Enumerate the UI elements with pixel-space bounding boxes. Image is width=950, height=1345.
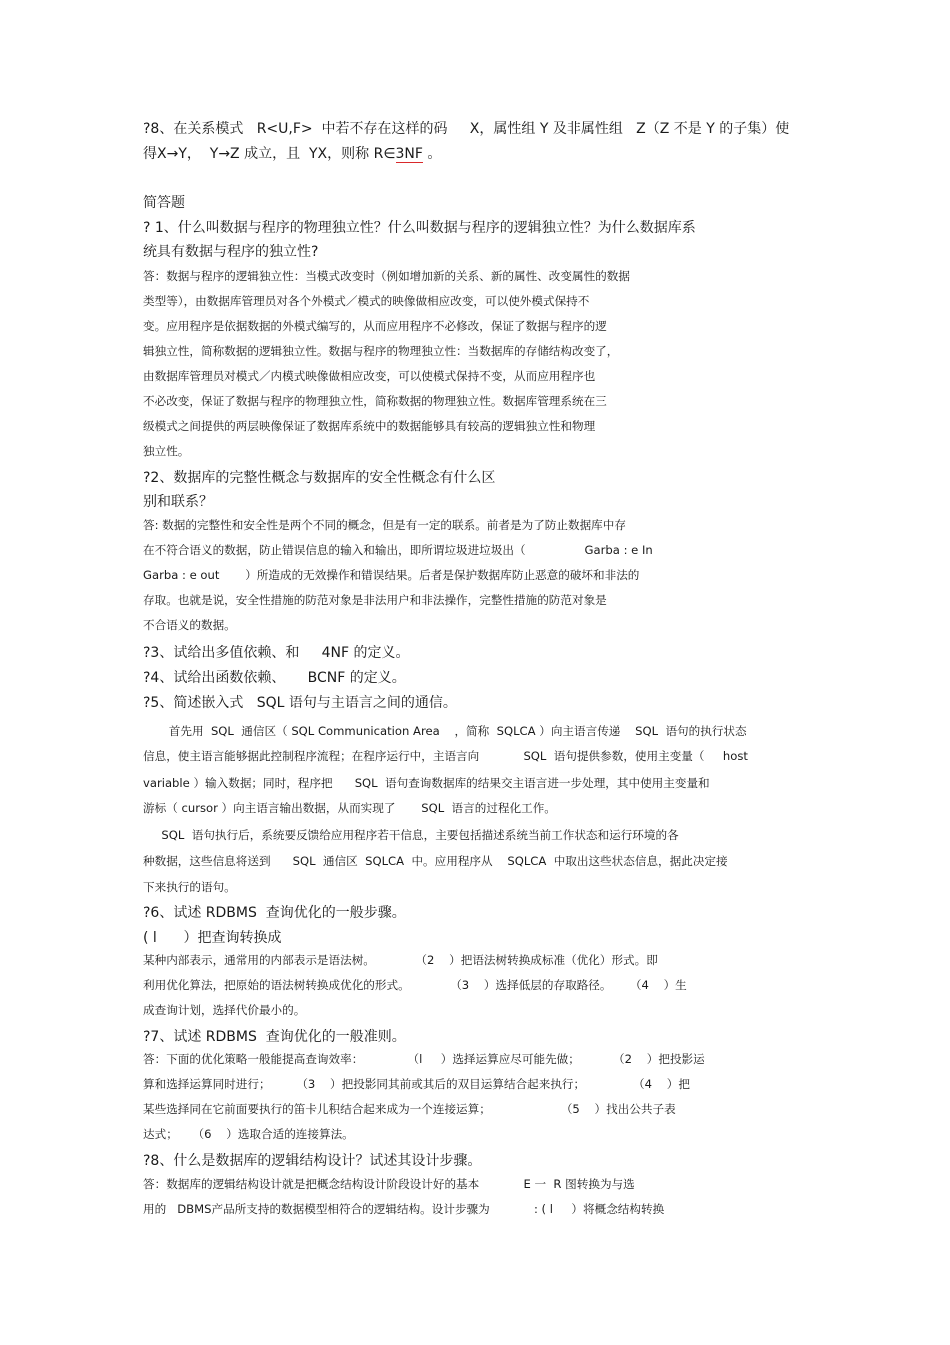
q8-intro-answer: 3NF	[395, 146, 423, 162]
q1-title-line-1: ? 1、什么叫数据与程序的物理独立性？什么叫数据与程序的逻辑独立性？为什么数据库系	[143, 220, 696, 236]
q5-answer-line: 首先用 SQL 通信区（ SQL Communication Area ，简称 SQLCA ）向主语言传递 SQL 语句的执行状态	[143, 724, 747, 738]
q4-title: ?4、试给出函数依赖、 BCNF 的定义。	[143, 670, 406, 686]
q5-answer-line: variable ）输入数据；同时，程序把 SQL 语句查询数据库的结果交主语言进一步处理，其中使用主变量和	[143, 776, 710, 790]
q5-answer-line: SQL 语句执行后，系统要反馈给应用程序若干信息，主要包括描述系统当前工作状态和运行环境的各	[143, 828, 679, 842]
q8-intro-end: 。	[422, 146, 442, 162]
q1-answer-line: 答：数据与程序的逻辑独立性：当模式改变时（例如增加新的关系、新的属性、改变属性的数据	[143, 269, 630, 283]
q1-answer-line: 由数据库管理员对模式／内模式映像做相应改变，可以使模式保持不变，从而应用程序也	[143, 369, 596, 383]
q1-answer-line: 级模式之间提供的两层映像保证了数据库系统中的数据能够具有较高的逻辑独立性和物理	[143, 419, 596, 433]
q1-answer-line: 变。应用程序是依据数据的外模式编写的，从而应用程序不必修改，保证了数据与程序的逻	[143, 319, 607, 333]
q5-title: ?5、简述嵌入式 SQL 语句与主语言之间的通信。	[143, 695, 457, 711]
q1-title-line-2: 统具有数据与程序的独立性?	[143, 244, 319, 260]
q1-answer-line: 辑独立性，简称数据的逻辑独立性。数据与程序的物理独立性：当数据库的存储结构改变了，	[143, 344, 619, 358]
q7-title: ?7、试述 RDBMS 查询优化的一般准则。	[143, 1029, 406, 1045]
q6-title: ?6、试述 RDBMS 查询优化的一般步骤。	[143, 905, 406, 921]
q2-answer-line: 答: 数据的完整性和安全性是两个不同的概念，但是有一定的联系。前者是为了防止数据库中存	[143, 518, 626, 532]
q6-answer-line: 成查询计划，选择代价最小的。	[143, 1003, 306, 1017]
q8-answer-line: 用的 DBMS产品所支持的数据模型相符合的逻辑结构。设计步骤为 : ( l ）将概念结构转换	[143, 1202, 665, 1216]
q5-answer-line: 信息，使主语言能够据此控制程序流程；在程序运行中，主语言向 SQL 语句提供参数，使用主变量（ host	[143, 749, 748, 763]
q2-answer-line: Garba : e out ）所造成的无效操作和错误结果。后者是保护数据库防止恶意的破坏和非法的	[143, 568, 640, 582]
q1-answer-line: 不必改变，保证了数据与程序的物理独立性，简称数据的物理独立性。数据库管理系统在三	[143, 394, 607, 408]
q2-title-line-1: ?2、数据库的完整性概念与数据库的安全性概念有什么区	[143, 470, 496, 486]
q7-answer-line: 答：下面的优化策略一般能提高查询效率： （l ）选择运算应尽可能先做； （2 ）把投影运	[143, 1052, 705, 1066]
q6-answer-line: 利用优化算法，把原始的语法树转换成优化的形式。 （3 ）选择低层的存取路径。 （4 ）生	[143, 978, 687, 992]
q2-answer-line: 存取。也就是说，安全性措施的防范对象是非法用户和非法操作，完整性措施的防范对象是	[143, 593, 607, 607]
q7-answer-line: 某些选择同在它前面要执行的笛卡儿积结合起来成为一个连接运算； （5 ）找出公共子表	[143, 1102, 676, 1116]
q1-answer-line: 类型等），由数据库管理员对各个外模式／模式的映像做相应改变，可以使外模式保持不	[143, 294, 590, 308]
q7-answer-line: 达式； （6 ）选取合适的连接算法。	[143, 1127, 354, 1141]
q5-answer-line: 下来执行的语句。	[143, 880, 236, 894]
q8-intro-line-1: ?8、在关系模式 R<U,F> 中若不存在这样的码 X，属性组 Y 及非属性组 Z（Z 不是 Y 的子集）使	[143, 121, 790, 137]
q8-answer-line: 答：数据库的逻辑结构设计就是把概念结构设计阶段设计好的基本 E 一 R 图转换为与选	[143, 1177, 635, 1191]
q3-title: ?3、试给出多值依赖、和 4NF 的定义。	[143, 645, 410, 661]
q8-intro-line-2	[143, 147, 441, 161]
q2-answer-line: 在不符合语义的数据，防止错误信息的输入和输出，即所谓垃圾进垃圾出（ Garba : e In	[143, 543, 653, 557]
q6-answer-line: 某种内部表示，通常用的内部表示是语法树。 （2 ）把语法树转换成标准（优化）形式。即	[143, 953, 658, 967]
q7-answer-line: 算和选择运算同时进行； （3 ）把投影同其前或其后的双目运算结合起来执行； （4 ）把	[143, 1077, 690, 1091]
q5-answer-line: 种数据，这些信息将送到 SQL 通信区 SQLCA 中。应用程序从 SQLCA 中取出这些状态信息，据此决定接	[143, 854, 728, 868]
q2-title-line-2: 别和联系？	[143, 494, 213, 510]
q5-answer-line: 游标（ cursor ）向主语言输出数据，从而实现了 SQL 语言的过程化工作。	[143, 801, 556, 815]
q6-step-1: ( l ）把查询转换成	[143, 930, 282, 946]
q8-intro-text: 得X→Y， Y→Z 成立，且 YX，则称 R∈	[143, 146, 396, 162]
section-title: 简答题	[143, 195, 185, 211]
q1-answer-line: 独立性。	[143, 444, 190, 458]
q8-title: ?8、什么是数据库的逻辑结构设计？试述其设计步骤。	[143, 1153, 482, 1169]
q2-answer-line: 不合语义的数据。	[143, 618, 236, 632]
